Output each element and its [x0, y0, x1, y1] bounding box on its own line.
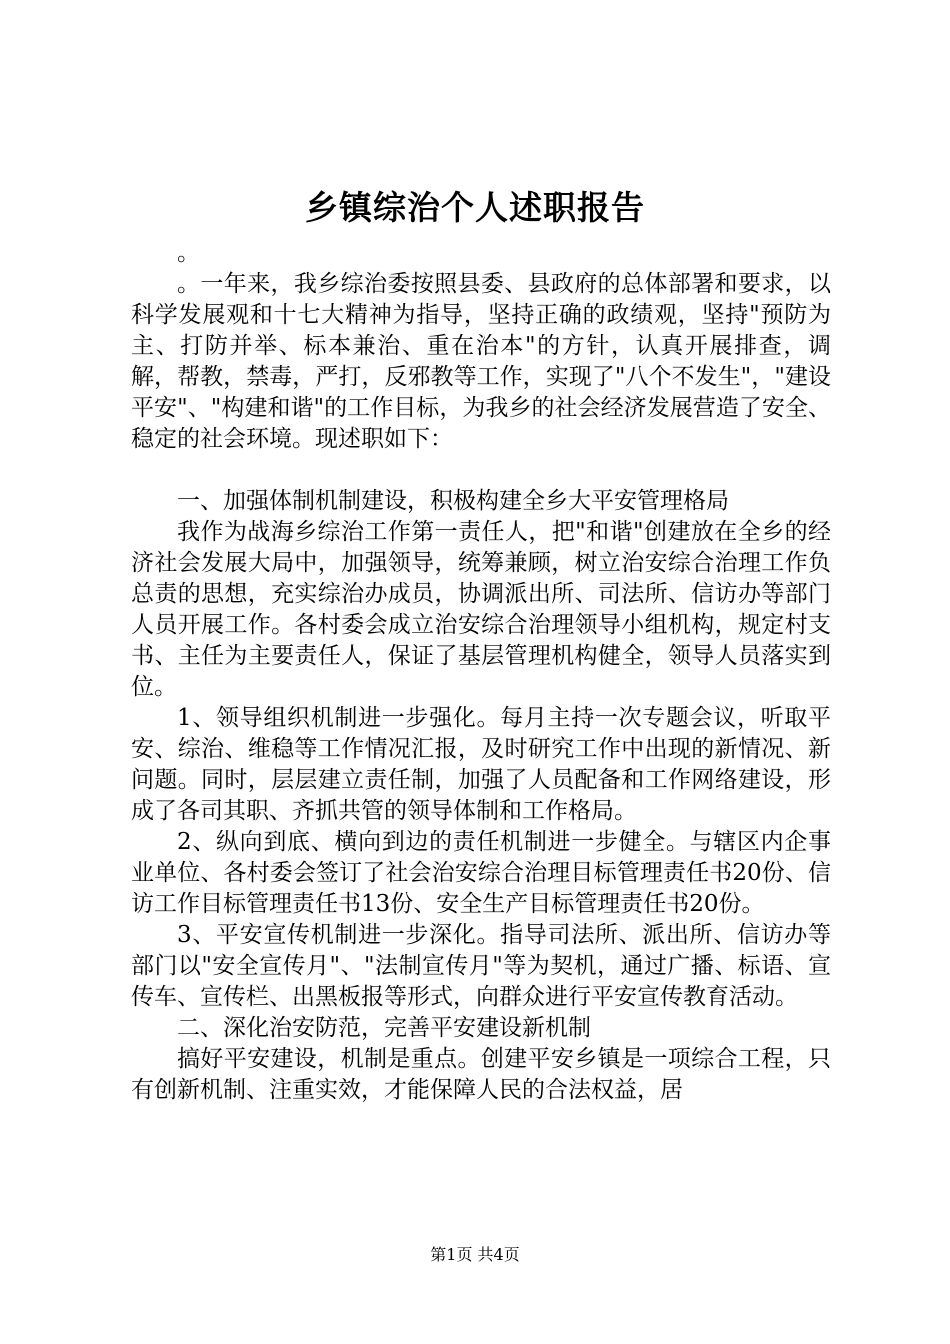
paragraph-item-1: 1、领导组织机制进一步强化。每月主持一次专题会议，听取平安、综治、维稳等工作情况汇报，及时研究工作中出现的新情况、新问题。同时，层层建立责任制，加强了人员配备和工作网络建设，形成了各司其职、齐抓共管的领导体制和工作格局。	[131, 705, 831, 824]
section-heading-2: 二、深化治安防范，完善平安建设新机制	[177, 1015, 591, 1041]
paragraph-dot: 。	[177, 240, 200, 266]
page-footer: 第1页 共4页	[430, 1245, 520, 1264]
document-body	[131, 238, 831, 1106]
document-title: 乡镇综治个人述职报告	[305, 188, 645, 227]
paragraph-section-2: 搞好平安建设，机制是重点。创建平安乡镇是一项综合工程，只有创新机制、注重实效，才能保障人民的合法权益，居	[131, 1046, 831, 1103]
section-heading-1: 一、加强体制机制建设，积极构建全乡大平安管理格局	[177, 488, 729, 514]
paragraph-intro: 。一年来，我乡综治委按照县委、县政府的总体部署和要求，以科学发展观和十七大精神为指导，坚持正确的政绩观，坚持"预防为主、打防并举、标本兼治、重在治本"的方针，认真开展排查，调解，帮教，禁毒，严打，反邪教等工作，实现了"八个不发生"，"建设平安"、"构建和谐"的工作目标，为我乡的社会经济发展营造了安全、稳定的社会环境。现述职如下：	[131, 271, 831, 452]
paragraph-item-2: 2、纵向到底、横向到边的责任机制进一步健全。与辖区内企事业单位、各村委会签订了社会治安综合治理目标管理责任书20份、信访工作目标管理责任书13份、安全生产目标管理责任书20份。	[131, 829, 831, 917]
paragraph-section-1: 我作为战海乡综治工作第一责任人，把"和谐"创建放在全乡的经济社会发展大局中，加强领导，统筹兼顾，树立治安综合治理工作负总责的思想，充实综治办成员，协调派出所、司法所、信访办等部门人员开展工作。各村委会成立治安综合治理领导小组机构，规定村支书、主任为主要责任人，保证了基层管理机构健全，领导人员落实到位。	[131, 519, 831, 700]
paragraph-item-3: 3、平安宣传机制进一步深化。指导司法所、派出所、信访办等部门以"安全宣传月"、"法制宣传月"等为契机，通过广播、标语、宣传车、宣传栏、出黑板报等形式，向群众进行平安宣传教育活动。	[131, 922, 831, 1010]
